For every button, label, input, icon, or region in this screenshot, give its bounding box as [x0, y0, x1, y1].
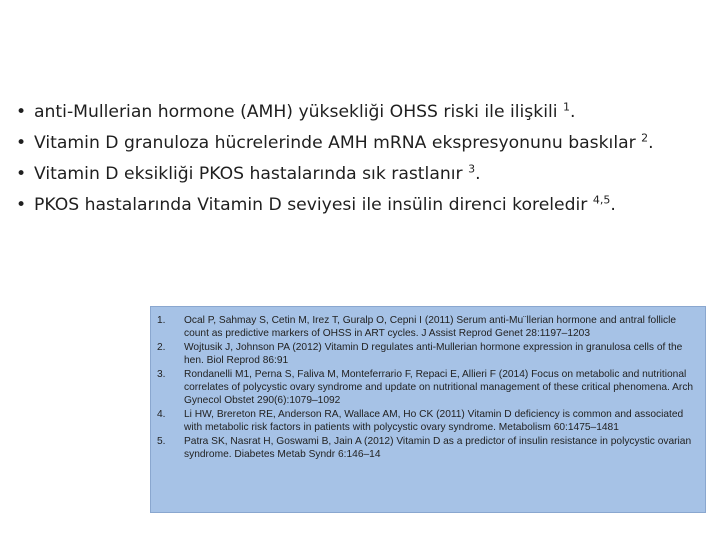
bullet-item	[16, 194, 706, 217]
bullet-glyph: •	[16, 133, 27, 153]
bullet-tail: .	[570, 102, 576, 122]
reference-number: 2.	[157, 342, 166, 354]
bullet-citation: 4,5	[592, 193, 611, 207]
bullet-text: PKOS hastalarında Vitamin D seviyesi ile insülin direnci koreledir	[34, 195, 593, 215]
bullet-glyph: •	[16, 102, 27, 122]
bullet-citation: 1	[563, 100, 571, 114]
reference-text: Rondanelli M1, Perna S, Faliva M, Monteferrario F, Repaci E, Allieri F (2014) Focus on metabolic and nutritional correlates of polycystic ovary syndrome and update on nutritional management of these critical phenomena. Arch Gynecol Obstet 290(6):1079–1092	[184, 369, 694, 406]
reference-item	[157, 409, 695, 434]
bullet-glyph: •	[16, 195, 27, 215]
bullet-list	[16, 101, 706, 225]
bullet-citation: 3	[468, 162, 476, 176]
reference-item	[157, 436, 695, 461]
bullet-item	[16, 101, 706, 124]
reference-item	[157, 315, 695, 340]
reference-item	[157, 342, 695, 367]
reference-text: Patra SK, Nasrat H, Goswami B, Jain A (2012) Vitamin D as a predictor of insulin resistance in polycystic ovarian syndrome. Diabetes Metab Syndr 6:146–14	[184, 436, 692, 460]
bullet-glyph: •	[16, 164, 27, 184]
reference-number: 3.	[157, 369, 166, 381]
bullet-item	[16, 132, 706, 155]
bullet-citation: 2	[641, 131, 649, 145]
reference-number: 5.	[157, 436, 166, 448]
bullet-tail: .	[610, 195, 616, 215]
reference-list	[157, 315, 695, 462]
reference-text: Wojtusik J, Johnson PA (2012) Vitamin D regulates anti-Mullerian hormone expression in granulosa cells of the hen. Biol Reprod 86:91	[184, 342, 683, 366]
reference-text: Ocal P, Sahmay S, Cetin M, Irez T, Guralp O, Cepni I (2011) Serum anti-Mu¨llerian hormone and antral follicle count as predictive markers of OHSS in ART cycles. J Assist Reprod Genet 28:1197–1203	[184, 315, 677, 339]
bullet-tail: .	[648, 133, 654, 153]
reference-item	[157, 369, 695, 407]
bullet-text: Vitamin D granuloza hücrelerinde AMH mRNA ekspresyonunu baskılar	[34, 133, 642, 153]
reference-number: 4.	[157, 409, 166, 421]
bullet-tail: .	[475, 164, 481, 184]
bullet-text: anti-Mullerian hormone (AMH) yüksekliği OHSS riski ile ilişkili	[34, 102, 564, 122]
reference-text: Li HW, Brereton RE, Anderson RA, Wallace AM, Ho CK (2011) Vitamin D deficiency is common and associated with metabolic risk factors in patients with polycystic ovary syndrome. Metabolism 60:1475–1481	[184, 409, 684, 433]
bullet-item	[16, 163, 706, 186]
references-box	[150, 306, 706, 513]
reference-number: 1.	[157, 315, 166, 326]
bullet-text: Vitamin D eksikliği PKOS hastalarında sık rastlanır	[34, 164, 469, 184]
